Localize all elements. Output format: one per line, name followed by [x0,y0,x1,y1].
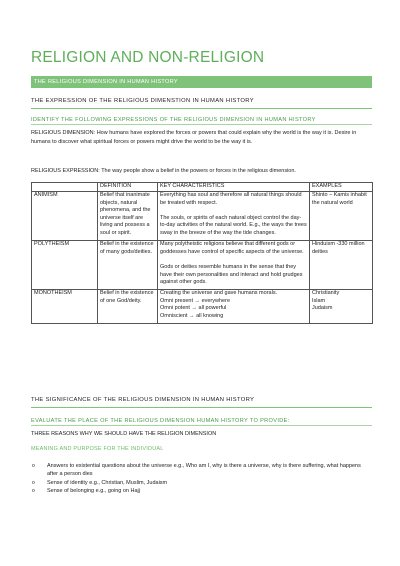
section1-subheading: IDENTIFY THE FOLLOWING EXPRESSIONS OF THE RELIGIOUS DIMENSION IN HUMAN HISTORY [31,117,372,125]
row-characteristics-cell [158,240,310,289]
row-definition-cell: Belief in the existence of one God/deity. [98,289,158,323]
row-name-cell: POLYTHEISM [32,240,98,289]
row-definition-cell: Belief that inanimate objects, natural phenomena, and the universe itself are living and possess a soul or spirit. [98,191,158,240]
characteristic-text: Creating the universe and gave humans morals. [160,290,278,297]
characteristic-text: Gods or deities resemble humans in the sense that they have their own personalities and interact and hold grudges against other gods. [160,263,303,286]
table-row [32,240,373,289]
meaning-purpose-heading: MEANING AND PURPOSE FOR THE INDIVIDUAL [31,446,164,452]
table-row [32,289,373,323]
characteristic-text: Omni present → everywhere [160,297,230,304]
three-reasons-heading: THREE REASONS WHY WE SHOULD HAVE THE RELIGION DIMENSION [31,431,217,437]
example-text: Hinduism -330 million deities [312,241,365,255]
list-item-text: Sense of identity e.g., Christian, Muslim, Judaism [47,479,168,486]
section2-subheading: EVALUATE THE PLACE OF THE RELIGIOUS DIMENSION HUMAN HISTORY TO PROVIDE: [31,418,372,426]
list-item [31,462,372,479]
reasons-list [31,462,372,496]
list-item [31,479,372,487]
section1-heading: THE EXPRESSION OF THE RELIGIOUS DIMENSTION IN HUMAN HISTORY [31,98,372,109]
row-name-cell: MONOTHEISM [32,289,98,323]
table-header-cell [32,183,98,192]
list-item-text: Sense of belonging e.g., going on Hajj [47,488,140,495]
section2-heading: THE SIGNIFICANCE OF THE RELIGIOUS DIMENSION IN HUMAN HISTORY [31,397,372,408]
row-definition-cell: Belief in the existence of many gods/deities. [98,240,158,289]
table-header-row [32,183,373,192]
characteristic-text: Many polytheistic religions believe that different gods or goddesses have control of specific aspects of the universe. [160,241,304,255]
table-row [32,191,373,240]
characteristic-text: Everything has soul and therefore all natural things should be treated with respect. [160,192,302,206]
row-examples-cell [310,289,373,323]
characteristic-text: Omniscient → all knowing [160,313,224,319]
characteristic-text: The souls, or spirits of each natural object control the day-to-day activities of the natural world. E.g., the ways the trees sway in the breeze of the way the tide changes. [160,214,307,237]
characteristic-text: Omni potent → all powerful [160,305,227,312]
religious-expression-definition: RELIGIOUS EXPRESSION: The way people show a belief in the powers or forces in the religious dimension. [31,168,296,174]
row-examples-cell [310,191,373,240]
religion-types-table [31,182,373,324]
row-characteristics-cell [158,289,310,323]
table-header-cell: DEFINITION [98,183,158,192]
religious-dimension-definition: RELIGIOUS DIMENSION: How humans have explored the forces or powers that could explain why the world is the way it is. Desire in humans to discover what spiritual forces or powers might drive the world to be the way it is. [31,130,357,145]
example-text: Christianity [312,290,340,297]
row-characteristics-cell [158,191,310,240]
example-text: Judaism [312,305,333,312]
bullet-icon: o [32,488,35,495]
row-name-cell: ANIMISM [32,191,98,240]
list-item-text: Answers to existential questions about the universe e.g., Who am I, why is there a universe, why is there suffering, what happens after a person dies [47,463,361,478]
table-header-cell: EXAMPLES [310,183,373,192]
example-text: Islam [312,297,326,304]
row-examples-cell [310,240,373,289]
example-text: Shinto – Kamis inhabit the natural world [312,192,367,206]
bullet-icon: o [32,479,35,486]
table-header-cell: KEY CHARACTERISTICS [158,183,310,192]
bullet-icon: o [32,463,35,469]
list-item [31,487,372,495]
section-banner: THE RELIGIOUS DIMENSION IN HUMAN HISTORY [31,76,372,88]
page-title: RELIGION AND NON-RELIGION [31,49,265,66]
